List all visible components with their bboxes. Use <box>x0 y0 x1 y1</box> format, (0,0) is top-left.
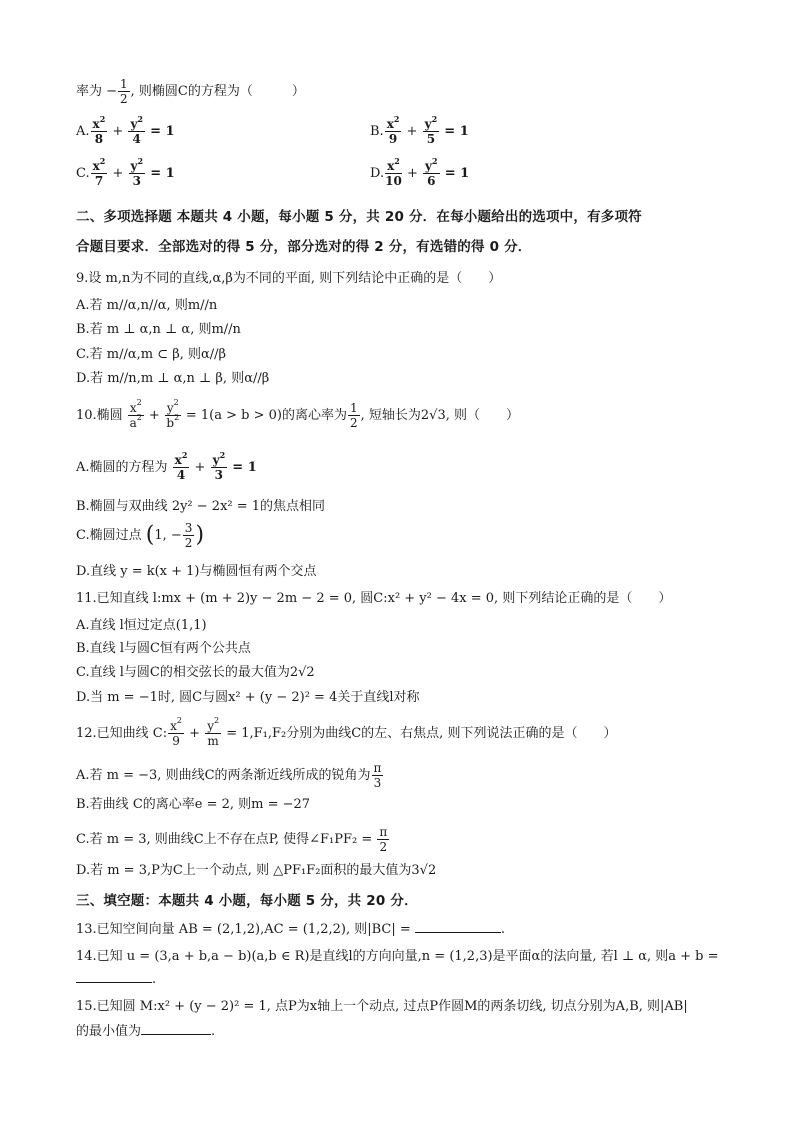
q8-option-b: B. $\frac{x^2}{9}$ + $\frac{y^2}{5}$ = 1 <box>370 114 469 146</box>
q9-option-a: A.若 m//α,n//α, 则m//n <box>76 298 218 313</box>
q14-answer-blank[interactable] <box>76 970 152 983</box>
q12-stem: 12.已知曲线 C: $\frac{x^2}{9}$ + $\frac{y^2}{m}$ = 1,F₁,F₂分别为曲线C的左、右焦点, 则下列说法正确的是（ ） <box>76 716 617 748</box>
q15-answer-blank[interactable] <box>141 1022 211 1035</box>
q9-option-b: B.若 m ⊥ α,n ⊥ α, 则m//n <box>76 322 241 337</box>
section2-heading-line2: 合题目要求．全部选对的得 5 分，部分选对的得 2 分，有选错的得 0 分． <box>76 239 532 255</box>
q9-option-d: D.若 m//n,m ⊥ α,n ⊥ β, 则α//β <box>76 371 270 386</box>
q10-option-c: C.椭圆过点 (1, − $\frac{3}{2}$ ) <box>76 521 205 550</box>
q14: 14.已知 u = (3,a + b,a − b)(a,b ∈ R)是直线l的方向向量,n = (1,2,3)是平面α的法向量, 若l ⊥ α, 则a + b = <box>76 949 719 964</box>
q10-option-b: B.椭圆与双曲线 2y² − 2x² = 1的焦点相同 <box>76 499 326 514</box>
q8-stem-tail <box>76 78 305 105</box>
q8-option-c: C. $\frac{x^2}{7}$ + $\frac{y^2}{3}$ = 1 <box>76 156 175 188</box>
q11-option-b: B.直线 l与圆C恒有两个公共点 <box>76 641 251 656</box>
section2-heading-line1: 二、多项选择题 本题共 4 小题，每小题 5 分，共 20 分．在每小题给出的选项中，有多项符 <box>76 209 642 225</box>
q12-option-c: C.若 m = 3, 则曲线C上不存在点P, 使得∠F₁PF₂ = $\frac{\pi}{2}$ <box>76 825 388 854</box>
q11-stem: 11.已知直线 l:mx + (m + 2)y − 2m − 2 = 0, 圆C:x² + y² − 4x = 0, 则下列结论正确的是（ ） <box>76 591 672 606</box>
q11-option-a: A.直线 l恒过定点(1,1) <box>76 618 207 633</box>
q13-answer-blank[interactable] <box>415 920 501 933</box>
q9-stem: 9.设 m,n为不同的直线,α,β为不同的平面, 则下列结论中正确的是（ ） <box>76 271 502 286</box>
q8-rest: , 则椭圆C的方程为（ ） <box>130 84 305 99</box>
q8-option-a: A. $\frac{x^2}{8}$ + $\frac{y^2}{4}$ = 1 <box>76 114 175 146</box>
q11-option-c: C.直线 l与圆C的相交弦长的最大值为2√2 <box>76 665 315 680</box>
q10-stem: 10.椭圆 $\frac{x^2}{a^2}$ + $\frac{y^2}{b^2}$ = 1(a > b > 0)的离心率为 $\frac{1}{2}$ , 短轴长为2√3, 则（ ） <box>76 398 519 430</box>
q14-answer-line: . <box>76 970 156 989</box>
q13: 13.已知空间向量 AB = (2,1,2),AC = (1,2,2), 则|BC| = . <box>76 922 506 937</box>
q8-lead: 率为 − <box>76 84 118 99</box>
q12-option-a: A.若 m = −3, 则曲线C的两条渐近线所成的锐角为 $\frac{\pi}{3}$ <box>76 761 382 790</box>
q15-line2: 的最小值为 . <box>76 1024 216 1039</box>
q11-option-d: D.当 m = −1时, 圆C与圆x² + (y − 2)² = 4关于直线l对称 <box>76 690 420 705</box>
q10-option-d: D.直线 y = k(x + 1)与椭圆恒有两个交点 <box>76 564 317 579</box>
q9-option-c: C.若 m//α,m ⊂ β, 则α//β <box>76 347 227 362</box>
q8-fraction: $\frac{1}{2}$ <box>120 77 128 106</box>
q12-option-b: B.若曲线 C的离心率e = 2, 则m = −27 <box>76 797 311 812</box>
q10-option-a: A.椭圆的方程为 $\frac{x^2}{4}$ + $\frac{y^2}{3}$ = 1 <box>76 450 257 482</box>
q12-option-d: D.若 m = 3,P为C上一个动点, 则 △PF₁F₂面积的最大值为3√2 <box>76 863 437 878</box>
q15-line1: 15.已知圆 M:x² + (y − 2)² = 1, 点P为x轴上一个动点, 过点P作圆M的两条切线, 切点分别为A,B, 则|AB| <box>76 999 688 1014</box>
q8-option-d: D. $\frac{x^2}{10}$ + $\frac{y^2}{6}$ = 1 <box>370 156 470 188</box>
section3-heading: 三、填空题：本题共 4 小题，每小题 5 分，共 20 分． <box>76 893 418 909</box>
